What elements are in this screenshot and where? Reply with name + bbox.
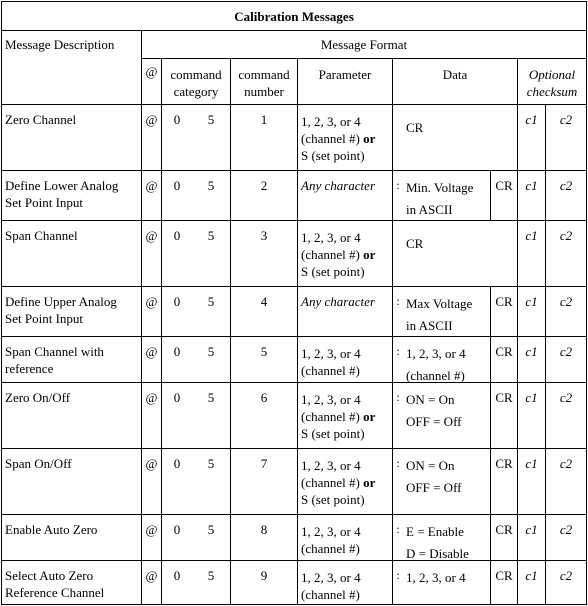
at-symbol-cell: @: [142, 337, 162, 383]
at-symbol-cell: @: [142, 221, 162, 287]
command-category-digit-cell: 0: [162, 287, 192, 337]
data-cell: ON = On OFF = Off: [403, 449, 491, 515]
parameter-text: 1, 2, 3, or 4 (channel #): [301, 570, 361, 602]
header-command-number: command number: [231, 59, 298, 105]
checksum-c2-cell: c2: [546, 171, 587, 221]
command-category-digit-cell: 5: [192, 171, 231, 221]
command-number-cell: 4: [231, 287, 298, 337]
checksum-c2-cell: c2: [546, 561, 587, 605]
command-number-cell: 9: [231, 561, 298, 605]
command-number-cell: 5: [231, 337, 298, 383]
message-description-cell: Zero On/Off: [1, 383, 142, 449]
parameter-cell: [298, 383, 393, 449]
command-category-digit-cell: 0: [162, 515, 192, 561]
data-cell: Max Voltage in ASCII: [403, 287, 491, 337]
parameter-or-text: or: [363, 409, 376, 424]
checksum-c1-cell: c1: [518, 171, 546, 221]
command-number-cell: 2: [231, 171, 298, 221]
header-parameter: Parameter: [298, 59, 393, 105]
command-category-digit-cell: 5: [192, 515, 231, 561]
command-number-cell: 8: [231, 515, 298, 561]
command-category-digit-cell: 5: [192, 383, 231, 449]
at-symbol-cell: @: [142, 171, 162, 221]
data-separator-colon: :: [393, 383, 403, 449]
message-description-cell: Span Channel: [1, 221, 142, 287]
checksum-c1-cell: c1: [518, 449, 546, 515]
checksum-c2-cell: c2: [546, 105, 587, 171]
parameter-or-text: or: [363, 247, 376, 262]
data-separator-colon: :: [393, 287, 403, 337]
parameter-cell: [298, 221, 393, 287]
parameter-cell: Any character: [298, 287, 393, 337]
command-category-digit-cell: 0: [162, 449, 192, 515]
data-cell: 1, 2, 3, or 4: [403, 561, 491, 605]
command-category-digit-cell: 5: [192, 449, 231, 515]
command-category-digit-cell: 0: [162, 105, 192, 171]
command-category-digit-cell: 0: [162, 337, 192, 383]
header-command-category: command category: [162, 59, 231, 105]
data-separator-colon: :: [393, 561, 403, 605]
command-number-cell: 7: [231, 449, 298, 515]
at-symbol-cell: @: [142, 515, 162, 561]
command-number-cell: 3: [231, 221, 298, 287]
header-optional-checksum: Optional checksum: [518, 59, 587, 105]
parameter-text: 1, 2, 3, or 4 (channel #): [301, 114, 361, 146]
data-separator-colon: :: [393, 515, 403, 561]
at-symbol-cell: @: [142, 449, 162, 515]
header-message-format: Message Format: [142, 31, 587, 59]
data-separator-colon: :: [393, 449, 403, 515]
command-category-digit-cell: 5: [192, 337, 231, 383]
checksum-c1-cell: c1: [518, 383, 546, 449]
checksum-c2-cell: c2: [546, 449, 587, 515]
checksum-c2-cell: c2: [546, 383, 587, 449]
parameter-cell: [298, 337, 393, 383]
parameter-cell: [298, 515, 393, 561]
header-at-symbol: @: [142, 59, 162, 105]
parameter-setpoint-text: S (set point): [301, 426, 365, 441]
data-cell: CR: [393, 105, 518, 171]
command-category-digit-cell: 0: [162, 221, 192, 287]
command-number-cell: 6: [231, 383, 298, 449]
command-category-digit-cell: 0: [162, 561, 192, 605]
parameter-cell: [298, 105, 393, 171]
data-terminator-cell: CR: [491, 383, 518, 449]
checksum-c1-cell: c1: [518, 221, 546, 287]
data-cell: CR: [393, 221, 518, 287]
checksum-c2-cell: c2: [546, 287, 587, 337]
data-cell: Min. Voltage in ASCII: [403, 171, 491, 221]
parameter-setpoint-text: S (set point): [301, 148, 365, 163]
parameter-text: 1, 2, 3, or 4 (channel #): [301, 346, 361, 378]
command-category-digit-cell: 5: [192, 287, 231, 337]
checksum-c1-cell: c1: [518, 287, 546, 337]
message-description-cell: Define Upper Analog Set Point Input: [1, 287, 142, 337]
data-separator-colon: :: [393, 171, 403, 221]
parameter-text: 1, 2, 3, or 4 (channel #): [301, 392, 361, 424]
data-cell: 1, 2, 3, or 4 (channel #): [403, 337, 491, 383]
data-terminator-cell: CR: [491, 449, 518, 515]
parameter-text: 1, 2, 3, or 4 (channel #): [301, 458, 361, 490]
at-symbol-cell: @: [142, 383, 162, 449]
parameter-or-text: or: [363, 475, 376, 490]
at-symbol-cell: @: [142, 287, 162, 337]
command-category-digit-cell: 5: [192, 105, 231, 171]
data-terminator-cell: CR: [491, 561, 518, 605]
checksum-c1-cell: c1: [518, 515, 546, 561]
at-symbol-cell: @: [142, 561, 162, 605]
parameter-cell: [298, 561, 393, 605]
checksum-c1-cell: c1: [518, 105, 546, 171]
command-category-digit-cell: 5: [192, 561, 231, 605]
data-terminator-cell: CR: [491, 287, 518, 337]
checksum-c2-cell: c2: [546, 221, 587, 287]
parameter-cell: [298, 449, 393, 515]
checksum-c1-cell: c1: [518, 337, 546, 383]
message-description-cell: Select Auto Zero Reference Channel: [1, 561, 142, 605]
command-number-cell: 1: [231, 105, 298, 171]
parameter-setpoint-text: S (set point): [301, 264, 365, 279]
at-symbol-cell: @: [142, 105, 162, 171]
parameter-setpoint-text: S (set point): [301, 492, 365, 507]
message-description-cell: Zero Channel: [1, 105, 142, 171]
table-title: Calibration Messages: [1, 1, 587, 31]
message-description-cell: Span Channel with reference: [1, 337, 142, 383]
command-category-digit-cell: 0: [162, 171, 192, 221]
parameter-cell: Any character: [298, 171, 393, 221]
checksum-c2-cell: c2: [546, 515, 587, 561]
message-description-cell: Span On/Off: [1, 449, 142, 515]
message-description-cell: Enable Auto Zero: [1, 515, 142, 561]
command-category-digit-cell: 0: [162, 383, 192, 449]
checksum-c2-cell: c2: [546, 337, 587, 383]
header-message-description: Message Description: [1, 31, 142, 105]
data-cell: E = Enable D = Disable: [403, 515, 491, 561]
header-data: Data: [393, 59, 518, 105]
parameter-text: 1, 2, 3, or 4 (channel #): [301, 230, 361, 262]
checksum-c1-cell: c1: [518, 561, 546, 605]
data-terminator-cell: CR: [491, 515, 518, 561]
parameter-text: 1, 2, 3, or 4 (channel #): [301, 524, 361, 556]
data-terminator-cell: CR: [491, 171, 518, 221]
command-category-digit-cell: 5: [192, 221, 231, 287]
data-terminator-cell: CR: [491, 337, 518, 383]
message-description-cell: Define Lower Analog Set Point Input: [1, 171, 142, 221]
parameter-or-text: or: [363, 131, 376, 146]
data-separator-colon: :: [393, 337, 403, 383]
data-cell: ON = On OFF = Off: [403, 383, 491, 449]
